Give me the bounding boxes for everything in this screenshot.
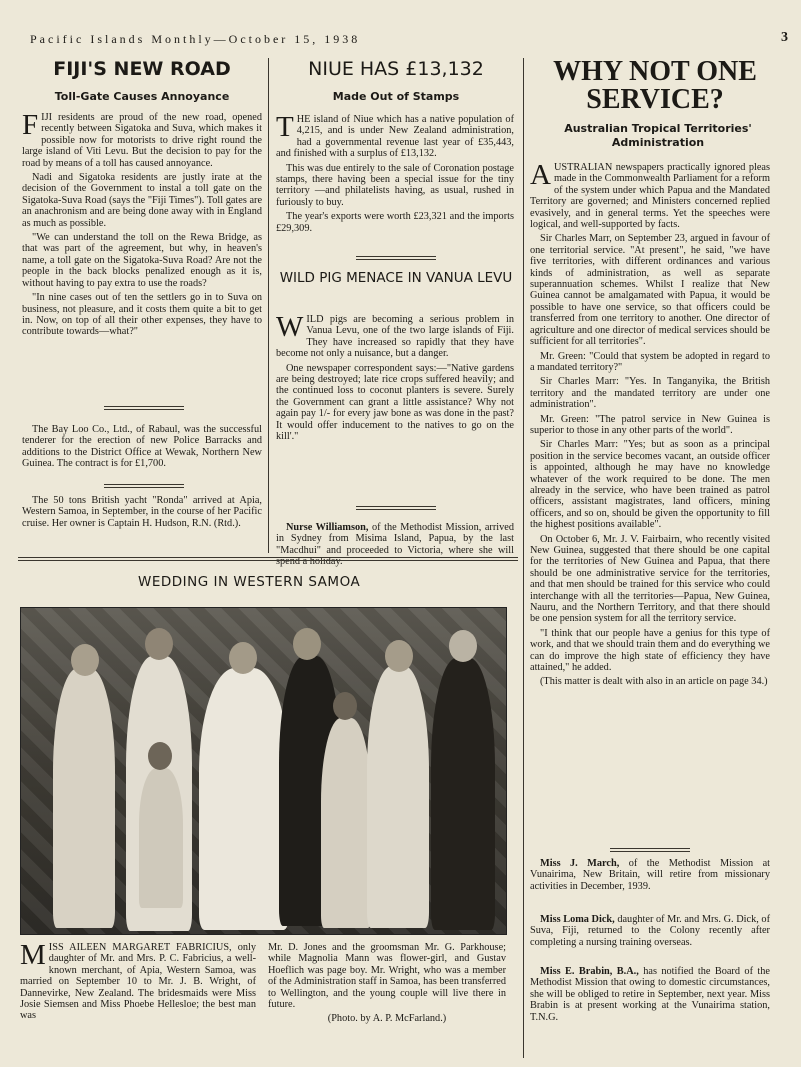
section-rule (18, 557, 518, 561)
niue-paragraph: This was due entirely to the sale of Coronation postage stamps, there having been a special issue for the tiny territory —and philatelists having, as usual, rushed in furiously to buy. (276, 162, 514, 208)
service-paragraph: On October 6, Mr. J. V. Fairbairn, who recently visited New Guinea, suggested that there should be one capital for the territories of New Guinea and Papua, that there should be one administrative service for the territories, and that men should be trained for this service who could interchange with all the territories—Papua, New Guinea, Nauru, and the Northern Territory, and that there should be one pension system for all the territory service. (530, 533, 770, 625)
figure-head (449, 630, 477, 662)
service-paragraph: Sir Charles Marr, on September 23, argued in favour of one territorial service. "At present", he said, "we have five territories, with different ordinances and various kinds of administration, as well as separate superannuation schemes. Whilst I realize that New Guinea cannot be amalgamated with Papua, it would be possible to have one service, so that officers could be transferred from one territory to another. One director of agriculture and one director of medical services should be sufficient for all territories". (530, 233, 770, 348)
ronda-note (22, 495, 262, 532)
bayloo-note (22, 424, 262, 473)
dropcap: M (20, 939, 46, 971)
fiji-paragraph: Nadi and Sigatoka residents are justly irate at the decision of the Government to instal a toll gate on the Sigatoka-Suva Road (says the "Fiji Times"). Toll gates are an anachronism and are being done away with in England as much as possible. (22, 172, 263, 229)
service-paragraph: Mr. Green: "Could that system be adopted in regard to a mandated territory?" (530, 350, 770, 373)
niue-article (276, 111, 514, 237)
bridesmaid-figure (53, 668, 115, 928)
nurse-name: Nurse Williamson, (286, 522, 369, 533)
column-rule (268, 58, 269, 553)
figure-head (148, 742, 172, 770)
bridesmaid-figure (367, 666, 429, 928)
page-boy-figure (321, 718, 371, 928)
dropcap: F (22, 109, 39, 141)
march-name: Miss J. March, (540, 858, 620, 869)
figure-head (229, 642, 257, 674)
dropcap: A (530, 159, 551, 191)
note-paragraph: The 50 tons British yacht "Ronda" arrived at Apia, Western Samoa, in September, in the course of her Pacific cruise. Her owner is Captain H. Hudson, R.N. (Rtd.). (22, 495, 262, 529)
brabin-note (530, 966, 770, 1026)
figure-head (293, 628, 321, 660)
wedding-photo (20, 607, 507, 935)
running-header: Pacific Islands Monthly—October 15, 1938 (30, 32, 361, 46)
divider (610, 848, 690, 852)
fiji-subtitle: Toll-Gate Causes Annoyance (54, 90, 230, 103)
divider (104, 406, 184, 410)
service-article (530, 159, 770, 691)
fiji-paragraph: "In nine cases out of ten the settlers go in to Suva on business, not pleasure, and it costs them quite a bit to get in. Now, on top of all their other expenses, they have to contribute towards—what?" (22, 292, 262, 338)
column-rule (523, 58, 524, 1058)
niue-paragraph: HE island of Niue which has a native population of 4,215, and is under New Zealand administration, had a governmental revenue last year of £35,443, and finished with a surplus of £13,132. (276, 114, 514, 160)
march-note (530, 858, 770, 895)
brabin-name: Miss E. Brabin, B.A., (540, 966, 639, 977)
fiji-paragraph: IJI residents are proud of the new road, opened recently between Sigatoka and Suva, which makes it possible now for motorists to drive right round the large island of Viti Levu. But the decision to pay for the road by means of a toll has caused annoyance. (22, 112, 262, 169)
divider (356, 506, 436, 510)
service-subtitle: Australian Tropical Territories' Administration (564, 122, 752, 149)
wedding-caption-col1 (20, 939, 256, 1025)
service-paragraph: USTRALIAN newspapers practically ignored pleas made in the Commonwealth Parliament for a reform of the system under which Papua and the Mandated Territory are governed; and Ministers concerned replied evasively, and in general terms. Yet the speeches were logical, and well-supported by facts. (530, 162, 770, 231)
march-text: of the Methodist Mission at Vunairima, New Britain, will retire from missionary activities in December, 1939. (530, 858, 770, 892)
niue-title: NIUE HAS £13,132 (308, 58, 484, 80)
dick-name: Miss Loma Dick, (540, 914, 615, 925)
fiji-article (22, 109, 263, 341)
wedding-paragraph: Mr. D. Jones and the groomsman Mr. G. Parkhouse; while Magnolia Mann was flower-girl, and Gustav Hoeflich was page boy. Mr. Wright, who was a member of the Administration staff in Samoa, has been transferred to Wellington, and the young couple will live there in future. (268, 942, 507, 1011)
fiji-title: FIJI'S NEW ROAD (53, 58, 231, 80)
service-paragraph: Mr. Green: "The patrol service in New Guinea is superior to those in any other parts of the world". (530, 413, 770, 436)
service-paragraph: Sir Charles Marr: "Yes; but as soon as a principal position in the service becomes vacant, an outside officer is appointed, although he may have no knowledge whatever of the work required to be done. The men already in the service, who have been trained as patrol officers, assistant magistrates, land officers, mining officers, and so on, should be given the opportunity to fill the highest positions available". (530, 439, 770, 531)
bride-figure (199, 668, 289, 930)
dropcap: T (276, 111, 294, 143)
figure-head (145, 628, 173, 660)
wedding-caption-col2 (268, 942, 506, 1028)
nurse-text: of the Methodist Mission, arrived in Sydney from Misima Island, Papua, by the last "Macdhui" and proceeded to Victoria, where she will spend a holiday. (276, 522, 514, 568)
pig-title: WILD PIG MENACE IN VANUA LEVU (279, 270, 513, 286)
pig-article (276, 311, 514, 445)
pig-paragraph: One newspaper correspondent says:—"Native gardens are being destroyed; late rice crops suffered heavily; and the continued loss to coconut planters is severe. Surely the Government can grant a little assistance? Why not again pay 1/- for every jaw bone as was done in the past? It would offer inducement to the natives to go on the kill'." (276, 362, 514, 443)
page-number: 3 (781, 30, 788, 45)
pig-paragraph: ILD pigs are becoming a serious problem in Vanua Levu, one of the two large islands of Fiji. They have increased so rapidly that they have become not only a nuisance, but a danger. (276, 314, 514, 360)
photo-credit: (Photo. by A. P. McFarland.) (327, 1013, 447, 1025)
dropcap: W (276, 311, 304, 343)
note-paragraph: The Bay Loo Co., Ltd., of Rabaul, was the successful tenderer for the erection of new Police Barracks and additions to the District Office at Wewak, Northern New Guinea. The contract is for £1,700. (22, 424, 262, 470)
figure-head (333, 692, 357, 720)
service-paragraph: "I think that our people have a genius for this type of work, and that we should train them and do everything we can do improve the high state of efficiency they have attained," he added. (530, 627, 770, 674)
flower-girl-figure (139, 768, 183, 908)
fiji-paragraph: "We can understand the toll on the Rewa Bridge, as that was part of the agreement, but why, in heaven's name, a toll gate on the Sigatoka-Suva Road? Are not the people in the back blocks penalized enough as it is, without having to pay extra to use the roads? (22, 232, 262, 289)
service-title (530, 58, 780, 114)
divider (104, 484, 184, 488)
best-man-figure (431, 658, 495, 930)
nurse-note (276, 522, 514, 571)
dick-text: daughter of Mr. and Mrs. G. Dick, of Suva, Fiji, returned to the Colony recently after completing a nursing training overseas. (530, 914, 771, 948)
dick-note (530, 914, 770, 951)
figure-head (385, 640, 413, 672)
service-paragraph: Sir Charles Marr: "Yes. In Tanganyika, the British territory and the mandated territory are under one administration". (530, 376, 770, 411)
wedding-title: WEDDING IN WESTERN SAMOA (138, 574, 361, 590)
wedding-paragraph: ISS AILEEN MARGARET FABRICIUS, only daughter of Mr. and Mrs. P. C. Fabricius, a well-known merchant, of Apia, Western Samoa, was married on September 10 to Mr. J. B. Wright, of Dannevirke, New Zealand. The bridesmaids were Miss Josie Siemsen and Miss Phoebe Hellesloe; the best man was (20, 942, 256, 1022)
figure-head (71, 644, 99, 676)
service-paragraph: (This matter is dealt with also in an article on page 34.) (540, 676, 768, 688)
service-title-line: WHY NOT ONE (553, 56, 757, 87)
niue-subtitle: Made Out of Stamps (332, 90, 460, 103)
brabin-text: has notified the Board of the Methodist Mission that owing to domestic circumstances, she will be obliged to retire in September, next year. Miss Brabin is at present working at the Vunairima station, T.N.G. (530, 966, 770, 1023)
divider (356, 256, 436, 260)
service-title-line: SERVICE? (586, 84, 724, 115)
niue-paragraph: The year's exports were worth £23,321 and the imports £29,309. (276, 211, 514, 234)
